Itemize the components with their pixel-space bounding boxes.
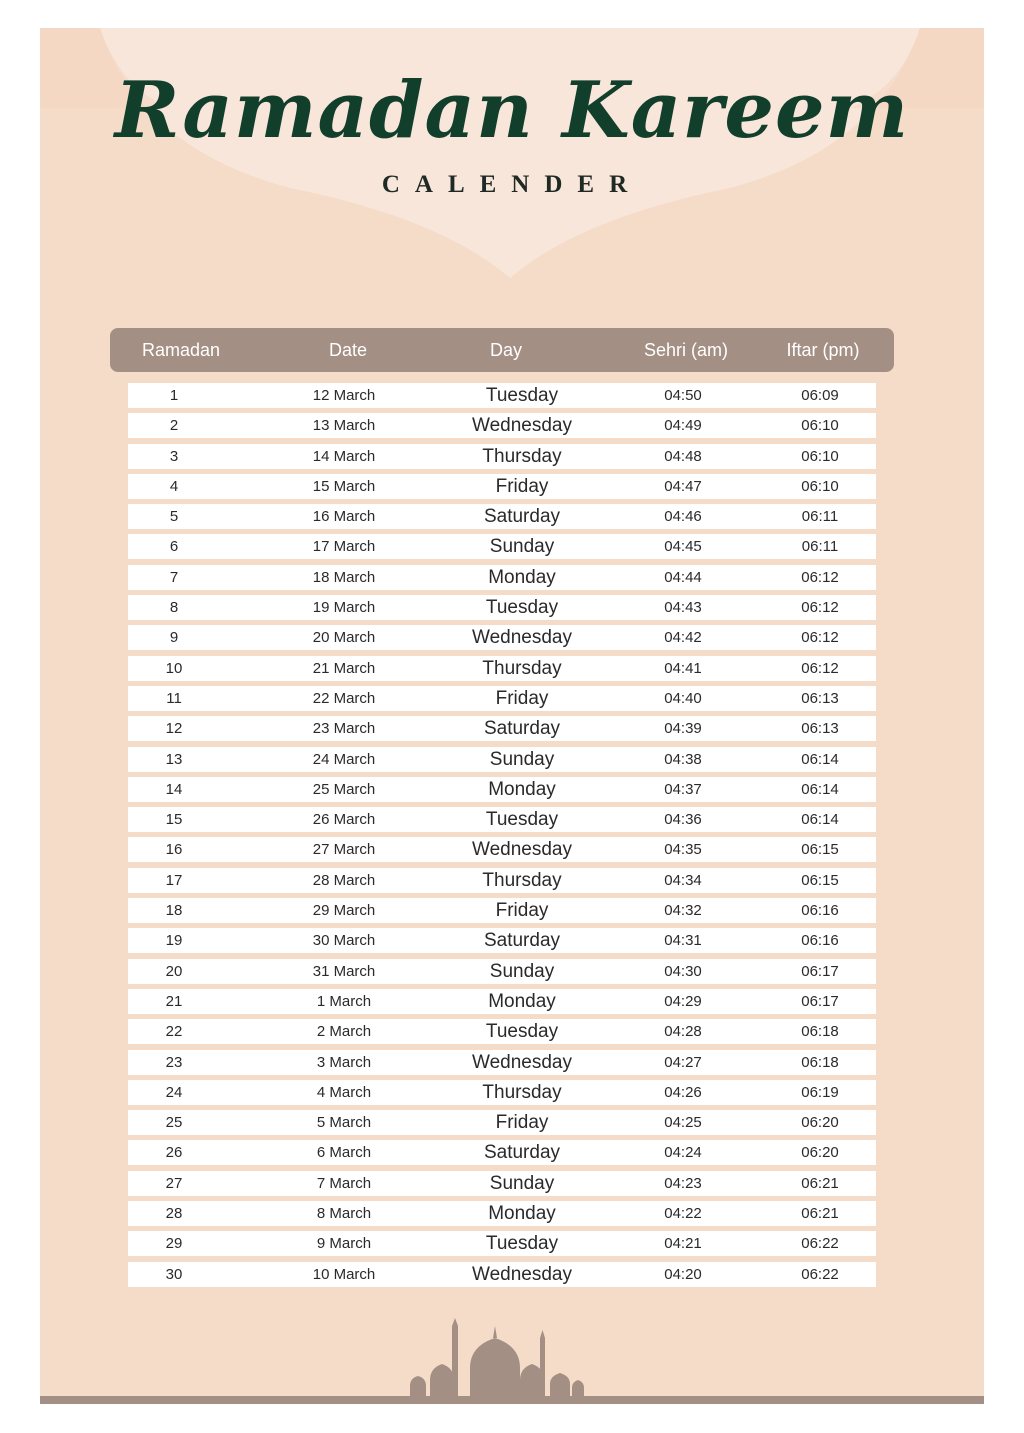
table-row xyxy=(128,656,876,681)
table-row xyxy=(128,807,876,832)
cell-ramadan-day: 17 xyxy=(165,871,183,889)
cell-ramadan-day: 23 xyxy=(165,1053,183,1071)
cell-ramadan-day: 11 xyxy=(166,689,182,707)
table-row xyxy=(128,959,876,984)
cell-weekday: Monday xyxy=(488,778,556,800)
cell-sehri-time: 04:38 xyxy=(664,750,702,768)
cell-weekday: Saturday xyxy=(483,1142,561,1164)
cell-date: 23 March xyxy=(312,720,376,738)
cell-date: 1 March xyxy=(316,992,372,1010)
cell-sehri-time: 04:40 xyxy=(664,689,702,707)
cell-sehri-time: 04:27 xyxy=(664,1053,702,1071)
cell-date: 6 March xyxy=(316,1144,372,1162)
table-row xyxy=(128,444,876,469)
timetable-rows xyxy=(128,383,876,1292)
cell-iftar-time: 06:10 xyxy=(801,477,839,495)
cell-date: 19 March xyxy=(312,599,376,617)
poster-title: Ramadan Kareem xyxy=(114,65,910,156)
cell-iftar-time: 06:17 xyxy=(801,992,839,1010)
cell-weekday: Wednesday xyxy=(472,415,572,437)
cell-weekday: Saturday xyxy=(483,930,561,952)
cell-sehri-time: 04:37 xyxy=(664,780,702,798)
cell-weekday: Tuesday xyxy=(485,1233,559,1255)
cell-date: 27 March xyxy=(312,841,376,859)
header-sehri: Sehri (am) xyxy=(643,340,729,360)
cell-iftar-time: 06:13 xyxy=(801,720,839,738)
cell-weekday: Friday xyxy=(495,687,549,709)
cell-ramadan-day: 12 xyxy=(165,720,183,738)
cell-ramadan-day: 27 xyxy=(165,1174,183,1192)
table-row xyxy=(128,1080,876,1105)
cell-iftar-time: 06:09 xyxy=(801,387,839,404)
cell-weekday: Thursday xyxy=(482,657,562,679)
cell-iftar-time: 06:11 xyxy=(801,508,839,526)
cell-sehri-time: 04:45 xyxy=(664,538,702,556)
cell-iftar-time: 06:21 xyxy=(801,1174,839,1192)
cell-weekday: Saturday xyxy=(483,718,561,740)
cell-iftar-time: 06:14 xyxy=(801,811,839,829)
cell-ramadan-day: 16 xyxy=(165,841,183,859)
cell-date: 2 March xyxy=(316,1023,372,1041)
cell-sehri-time: 04:31 xyxy=(664,932,702,950)
cell-sehri-time: 04:50 xyxy=(664,387,702,404)
cell-iftar-time: 06:16 xyxy=(801,932,839,950)
table-row xyxy=(128,1019,876,1044)
cell-date: 15 March xyxy=(312,477,376,495)
cell-sehri-time: 04:41 xyxy=(664,659,702,677)
cell-ramadan-day: 18 xyxy=(165,902,183,920)
table-row xyxy=(128,595,876,620)
table-row xyxy=(128,716,876,741)
table-row xyxy=(128,1171,876,1196)
table-row xyxy=(128,777,876,802)
cell-sehri-time: 04:39 xyxy=(664,720,702,738)
header-date: Date xyxy=(328,340,368,360)
cell-iftar-time: 06:12 xyxy=(801,599,839,617)
cell-sehri-time: 04:36 xyxy=(664,811,702,829)
cell-sehri-time: 04:44 xyxy=(664,568,702,586)
cell-iftar-time: 06:19 xyxy=(801,1083,839,1101)
cell-ramadan-day: 3 xyxy=(169,447,179,465)
cell-sehri-time: 04:20 xyxy=(664,1265,702,1283)
calendar-poster xyxy=(40,28,984,1404)
table-row xyxy=(128,1262,876,1287)
cell-iftar-time: 06:11 xyxy=(801,538,839,556)
cell-ramadan-day: 10 xyxy=(165,659,183,677)
cell-iftar-time: 06:12 xyxy=(801,659,839,677)
cell-iftar-time: 06:18 xyxy=(801,1053,839,1071)
table-row xyxy=(128,1231,876,1256)
table-row xyxy=(128,383,876,408)
cell-weekday: Wednesday xyxy=(472,1051,572,1073)
cell-ramadan-day: 14 xyxy=(165,780,183,798)
cell-ramadan-day: 8 xyxy=(169,599,179,617)
cell-iftar-time: 06:16 xyxy=(801,902,839,920)
table-row xyxy=(128,1110,876,1135)
poster-subtitle: CALENDER xyxy=(381,171,643,198)
cell-sehri-time: 04:30 xyxy=(664,962,702,980)
cell-sehri-time: 04:25 xyxy=(664,1114,702,1132)
cell-sehri-time: 04:28 xyxy=(664,1023,702,1041)
cell-weekday: Wednesday xyxy=(472,1263,572,1285)
table-row xyxy=(128,686,876,711)
cell-iftar-time: 06:20 xyxy=(801,1114,839,1132)
cell-ramadan-day: 22 xyxy=(165,1023,183,1041)
table-row xyxy=(128,474,876,499)
cell-sehri-time: 04:42 xyxy=(664,629,702,647)
cell-ramadan-day: 2 xyxy=(169,417,179,435)
cell-ramadan-day: 21 xyxy=(165,992,183,1010)
cell-sehri-time: 04:23 xyxy=(664,1174,702,1192)
header-iftar: Iftar (pm) xyxy=(786,340,860,360)
cell-date: 20 March xyxy=(312,629,376,647)
table-header xyxy=(110,328,894,372)
cell-iftar-time: 06:10 xyxy=(801,447,839,465)
cell-weekday: Friday xyxy=(495,900,549,922)
cell-weekday: Monday xyxy=(488,566,556,588)
cell-ramadan-day: 24 xyxy=(165,1083,183,1101)
table-row xyxy=(128,989,876,1014)
table-row xyxy=(128,868,876,893)
cell-ramadan-day: 30 xyxy=(165,1265,183,1283)
cell-date: 5 March xyxy=(316,1114,372,1132)
cell-iftar-time: 06:17 xyxy=(801,962,839,980)
mosque-silhouette-icon xyxy=(400,1318,600,1398)
header-day: Day xyxy=(489,340,523,360)
cell-date: 9 March xyxy=(316,1235,372,1253)
footer-bar xyxy=(40,1396,984,1404)
cell-weekday: Sunday xyxy=(489,536,555,558)
table-row xyxy=(128,1201,876,1226)
cell-iftar-time: 06:15 xyxy=(801,841,839,859)
table-row xyxy=(128,565,876,590)
table-row xyxy=(128,413,876,438)
cell-date: 16 March xyxy=(312,508,376,526)
cell-iftar-time: 06:14 xyxy=(801,750,839,768)
cell-ramadan-day: 6 xyxy=(169,538,179,556)
cell-ramadan-day: 5 xyxy=(169,508,179,526)
table-row xyxy=(128,747,876,772)
cell-ramadan-day: 4 xyxy=(169,477,179,495)
cell-weekday: Monday xyxy=(488,1203,556,1225)
cell-iftar-time: 06:20 xyxy=(801,1144,839,1162)
table-row xyxy=(128,504,876,529)
table-row xyxy=(128,1050,876,1075)
cell-date: 13 March xyxy=(312,417,376,435)
cell-ramadan-day: 26 xyxy=(165,1144,183,1162)
cell-weekday: Tuesday xyxy=(485,385,559,406)
cell-weekday: Thursday xyxy=(482,1081,562,1103)
cell-ramadan-day: 7 xyxy=(169,568,179,586)
cell-weekday: Monday xyxy=(488,990,556,1012)
cell-weekday: Tuesday xyxy=(485,809,559,831)
cell-iftar-time: 06:22 xyxy=(801,1235,839,1253)
cell-weekday: Friday xyxy=(495,475,549,497)
cell-weekday: Sunday xyxy=(489,1172,555,1194)
cell-iftar-time: 06:21 xyxy=(801,1205,839,1223)
cell-ramadan-day: 28 xyxy=(165,1205,183,1223)
table-row xyxy=(128,837,876,862)
cell-iftar-time: 06:15 xyxy=(801,871,839,889)
cell-date: 10 March xyxy=(312,1265,376,1283)
cell-weekday: Thursday xyxy=(482,869,562,891)
cell-weekday: Tuesday xyxy=(485,597,559,619)
cell-weekday: Wednesday xyxy=(472,627,572,649)
cell-ramadan-day: 25 xyxy=(165,1114,183,1132)
header-ramadan: Ramadan xyxy=(141,340,221,360)
cell-ramadan-day: 19 xyxy=(165,932,183,950)
table-row xyxy=(128,534,876,559)
cell-date: 29 March xyxy=(312,902,376,920)
table-row xyxy=(128,625,876,650)
cell-date: 30 March xyxy=(312,932,376,950)
cell-date: 7 March xyxy=(316,1174,372,1192)
cell-date: 12 March xyxy=(312,387,376,404)
cell-date: 26 March xyxy=(312,811,376,829)
table-row xyxy=(128,1140,876,1165)
cell-iftar-time: 06:12 xyxy=(801,629,839,647)
cell-sehri-time: 04:24 xyxy=(664,1144,702,1162)
cell-weekday: Wednesday xyxy=(472,839,572,861)
cell-sehri-time: 04:21 xyxy=(664,1235,702,1253)
cell-weekday: Sunday xyxy=(489,960,555,982)
cell-weekday: Friday xyxy=(495,1112,549,1134)
cell-iftar-time: 06:18 xyxy=(801,1023,839,1041)
cell-date: 14 March xyxy=(312,447,376,465)
cell-weekday: Saturday xyxy=(483,506,561,528)
cell-sehri-time: 04:34 xyxy=(664,871,702,889)
cell-date: 18 March xyxy=(312,568,376,586)
cell-ramadan-day: 13 xyxy=(165,750,183,768)
cell-ramadan-day: 1 xyxy=(169,387,179,404)
cell-sehri-time: 04:47 xyxy=(664,477,702,495)
cell-sehri-time: 04:32 xyxy=(664,902,702,920)
cell-ramadan-day: 20 xyxy=(165,962,183,980)
cell-date: 8 March xyxy=(316,1205,372,1223)
cell-iftar-time: 06:12 xyxy=(801,568,839,586)
cell-weekday: Tuesday xyxy=(485,1021,559,1043)
cell-ramadan-day: 9 xyxy=(169,629,179,647)
cell-iftar-time: 06:14 xyxy=(801,780,839,798)
cell-sehri-time: 04:46 xyxy=(664,508,702,526)
cell-sehri-time: 04:48 xyxy=(664,447,702,465)
cell-date: 24 March xyxy=(312,750,376,768)
table-row xyxy=(128,928,876,953)
cell-date: 3 March xyxy=(316,1053,372,1071)
cell-date: 21 March xyxy=(312,659,376,677)
cell-date: 31 March xyxy=(312,962,376,980)
cell-date: 4 March xyxy=(316,1083,372,1101)
cell-ramadan-day: 29 xyxy=(165,1235,183,1253)
cell-ramadan-day: 15 xyxy=(165,811,183,829)
cell-date: 25 March xyxy=(312,780,376,798)
cell-iftar-time: 06:22 xyxy=(801,1265,839,1283)
cell-sehri-time: 04:29 xyxy=(664,992,702,1010)
table-row xyxy=(128,898,876,923)
cell-weekday: Thursday xyxy=(482,445,562,467)
cell-sehri-time: 04:35 xyxy=(664,841,702,859)
cell-sehri-time: 04:26 xyxy=(664,1083,702,1101)
cell-sehri-time: 04:22 xyxy=(664,1205,702,1223)
cell-sehri-time: 04:49 xyxy=(664,417,702,435)
cell-iftar-time: 06:10 xyxy=(801,417,839,435)
cell-date: 17 March xyxy=(312,538,376,556)
cell-sehri-time: 04:43 xyxy=(664,599,702,617)
cell-weekday: Sunday xyxy=(489,748,555,770)
cell-date: 22 March xyxy=(312,689,376,707)
cell-date: 28 March xyxy=(312,871,376,889)
cell-iftar-time: 06:13 xyxy=(801,689,839,707)
